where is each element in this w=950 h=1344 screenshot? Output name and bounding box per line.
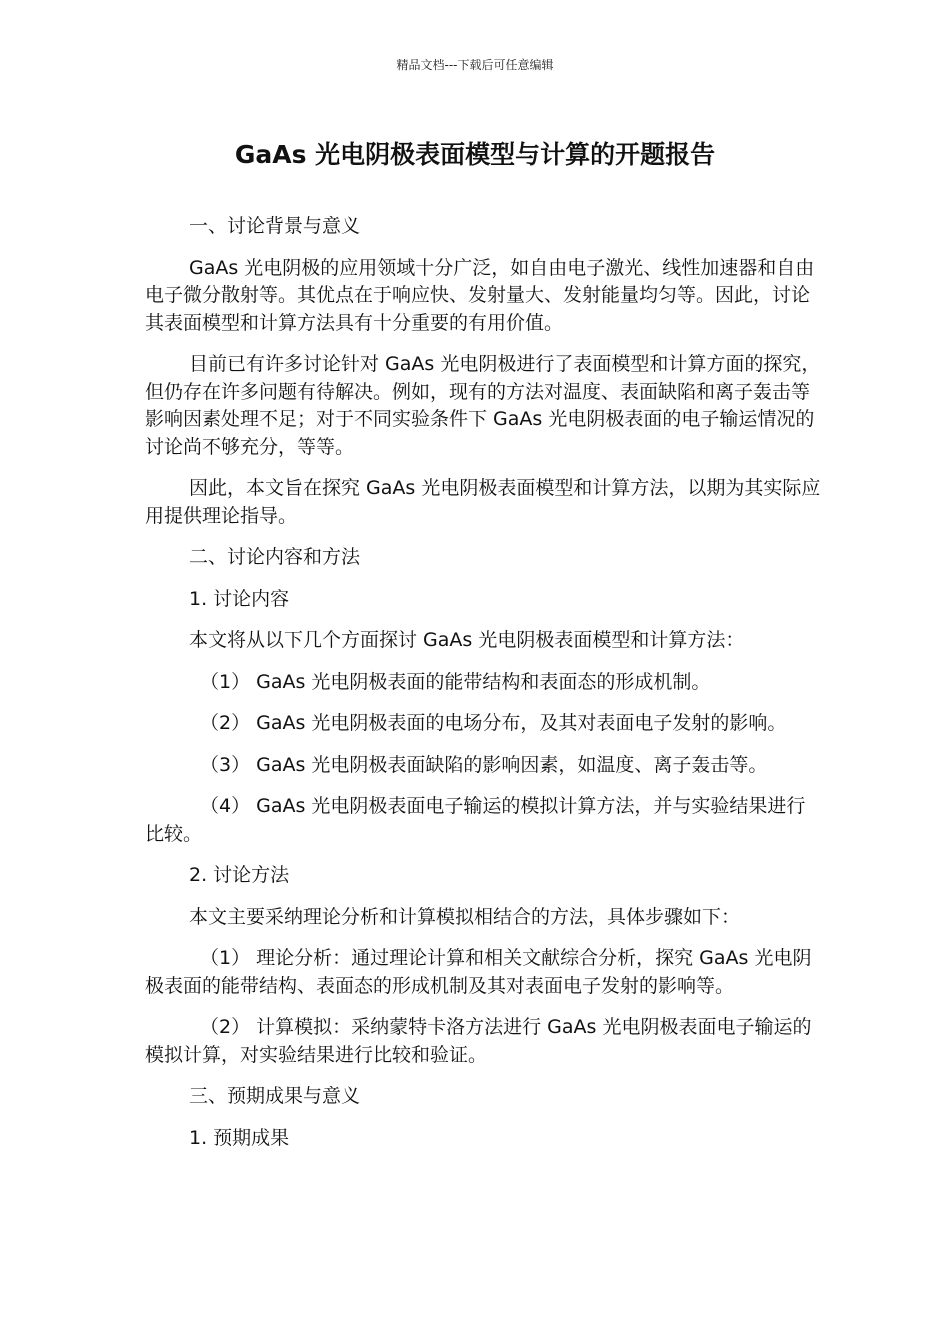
section-2-subheading-content: 1. 讨论内容 bbox=[189, 587, 290, 610]
page-header-note: 精品文档---下载后可任意编辑 bbox=[396, 58, 554, 72]
method-item-2: （2） 计算模拟：采纳蒙特卡洛方法进行 GaAs 光电阴极表面电子输运的模拟计算，对实验结果进行比较和验证。 bbox=[145, 1016, 812, 1066]
method-item-1: （1） 理论分析：通过理论计算和相关文献综合分析，探究 GaAs 光电阴极表面的能带结构、表面态的形成机制及其对表面电子发射的影响等。 bbox=[145, 947, 812, 997]
section-1-heading: 一、讨论背景与意义 bbox=[189, 215, 361, 237]
section-1-paragraph-2: 目前已有许多讨论针对 GaAs 光电阴极进行了表面模型和计算方面的探究，但仍存在许多问题有待解决。例如，现有的方法对温度、表面缺陷和离子轰击等影响因素处理不足；对于不同实验条件下 GaAs 光电阴极表面的电子输运情况的讨论尚不够充分，等等。 bbox=[145, 353, 821, 458]
section-2-intro: 本文将从以下几个方面探讨 GaAs 光电阴极表面模型和计算方法： bbox=[189, 629, 745, 651]
content-item-2: （2） GaAs 光电阴极表面的电场分布，及其对表面电子发射的影响。 bbox=[200, 712, 787, 734]
document-title: GaAs 光电阴极表面模型与计算的开题报告 bbox=[234, 140, 716, 169]
method-intro: 本文主要采纳理论分析和计算模拟相结合的方法，具体步骤如下： bbox=[189, 905, 741, 928]
content-item-4: （4） GaAs 光电阴极表面电子输运的模拟计算方法，并与实验结果进行比较。 bbox=[145, 795, 806, 845]
content-item-3: （3） GaAs 光电阴极表面缺陷的影响因素，如温度、离子轰击等。 bbox=[200, 753, 768, 776]
section-2-subheading-method: 2. 讨论方法 bbox=[189, 864, 290, 886]
section-3-subheading-results: 1. 预期成果 bbox=[189, 1126, 290, 1149]
section-1-paragraph-1: GaAs 光电阴极的应用领域十分广泛，如自由电子激光、线性加速器和自由电子微分散射等。其优点在于响应快、发射量大、发射能量均匀等。因此，讨论其表面模型和计算方法具有十分重要的有用价值。 bbox=[145, 256, 815, 334]
content-item-1: （1） GaAs 光电阴极表面的能带结构和表面态的形成机制。 bbox=[200, 670, 711, 693]
document-body bbox=[145, 213, 823, 1166]
section-2-heading: 二、讨论内容和方法 bbox=[189, 546, 361, 568]
section-1-paragraph-3: 因此，本文旨在探究 GaAs 光电阴极表面模型和计算方法，以期为其实际应用提供理论指导。 bbox=[145, 477, 821, 527]
section-3-heading: 三、预期成果与意义 bbox=[189, 1085, 361, 1107]
